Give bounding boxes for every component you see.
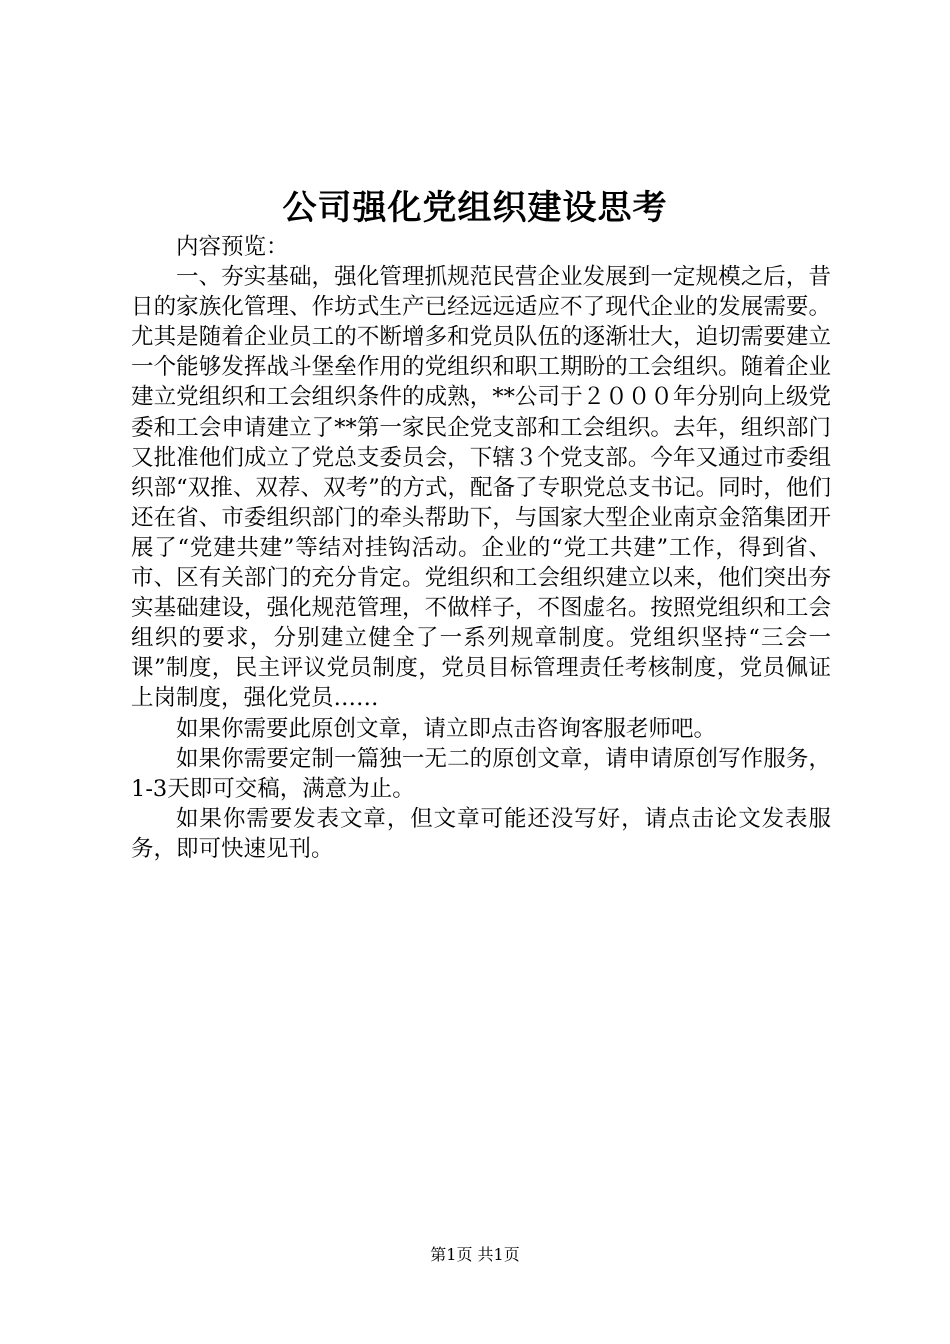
- custom-writing-paragraph: 如果你需要定制一篇独一无二的原创文章，请申请原创写作服务，1-3天即可交稿，满意为止。: [131, 745, 831, 802]
- preview-paragraph: 一、夯实基础，强化管理抓规范民营企业发展到一定规模之后，昔日的家族化管理、作坊式生产已经远远适应不了现代企业的发展需要。尤其是随着企业员工的不断增多和党员队伍的逐渐壮大，迫切需要建立一个能够发挥战斗堡垒作用的党组织和职工期盼的工会组织。随着企业建立党组织和工会组织条件的成熟，**公司于２０００年分别向上级党委和工会申请建立了**第一家民企党支部和工会组织。去年，组织部门又批准他们成立了党总支委员会，下辖３个党支部。今年又通过市委组织部“双推、双荐、双考”的方式，配备了专职党总支书记。同时，他们还在省、市委组织部门的牵头帮助下，与国家大型企业南京金箔集团开展了“党建共建”等结对挂钩活动。企业的“党工共建”工作，得到省、市、区有关部门的充分肯定。党组织和工会组织建立以来，他们突出夯实基础建设，强化规范管理，不做样子，不图虚名。按照党组织和工会组织的要求，分别建立健全了一系列规章制度。党组织坚持“三会一课”制度，民主评议党员制度，党员目标管理责任考核制度，党员佩证上岗制度，强化党员……: [131, 264, 831, 712]
- document-body: [131, 232, 831, 864]
- document-title: 公司强化党组织建设思考: [282, 188, 668, 228]
- consult-paragraph: 如果你需要此原创文章，请立即点击咨询客服老师吧。: [176, 715, 717, 742]
- page-footer: 第1页 共1页: [430, 1245, 520, 1264]
- publish-paragraph: 如果你需要发表文章，但文章可能还没写好，请点击论文发表服务，即可快速见刊。: [131, 805, 831, 862]
- preview-label: 内容预览：: [176, 234, 289, 260]
